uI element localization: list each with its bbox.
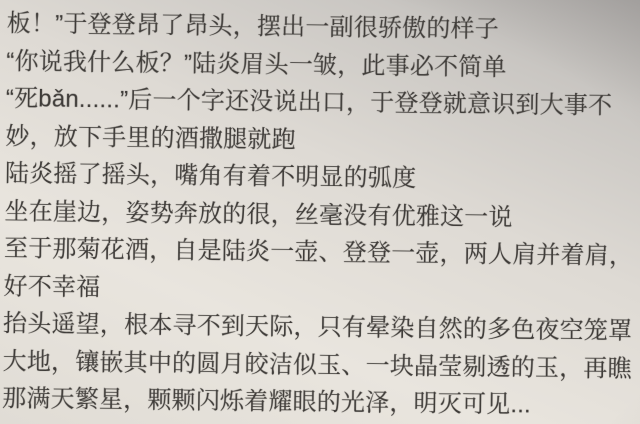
text-line-3: “死bǎn......”后一个字还没说出口，于登登就意识到大事不 (5, 84, 613, 120)
text-line-2: “你说我什么板？”陆炎眉头一皱，此事必不简单 (6, 47, 507, 81)
text-line-9: 抬头遥望，根本寻不到天际，只有晕染自然的多色夜空笼罩 (2, 309, 633, 345)
text-line-10: 大地，镶嵌其中的圆月皎洁似玉、一块晶莹剔透的玉，再瞧 (2, 347, 632, 383)
text-line-4: 妙，放下手里的酒撒腿就跑 (5, 122, 296, 154)
text-line-6: 坐在崖边，姿势奔放的很，丝毫没有优雅这一说 (4, 197, 513, 231)
text-content (2, 5, 640, 424)
text-line-1: 板！”于登登昂了昂头，摆出一副很骄傲的样子 (6, 9, 500, 44)
text-line-8: 好不幸福 (3, 272, 101, 301)
text-line-5: 陆炎摇了摇头，嘴角有着不明显的弧度 (4, 159, 417, 193)
text-line-7: 至于那菊花酒，自是陆炎一壶、登登一壶，两人肩并着肩， (3, 234, 634, 270)
text-line-11: 那满天繁星，颗颗闪烁着耀眼的光泽，明灭可见... (2, 384, 532, 419)
